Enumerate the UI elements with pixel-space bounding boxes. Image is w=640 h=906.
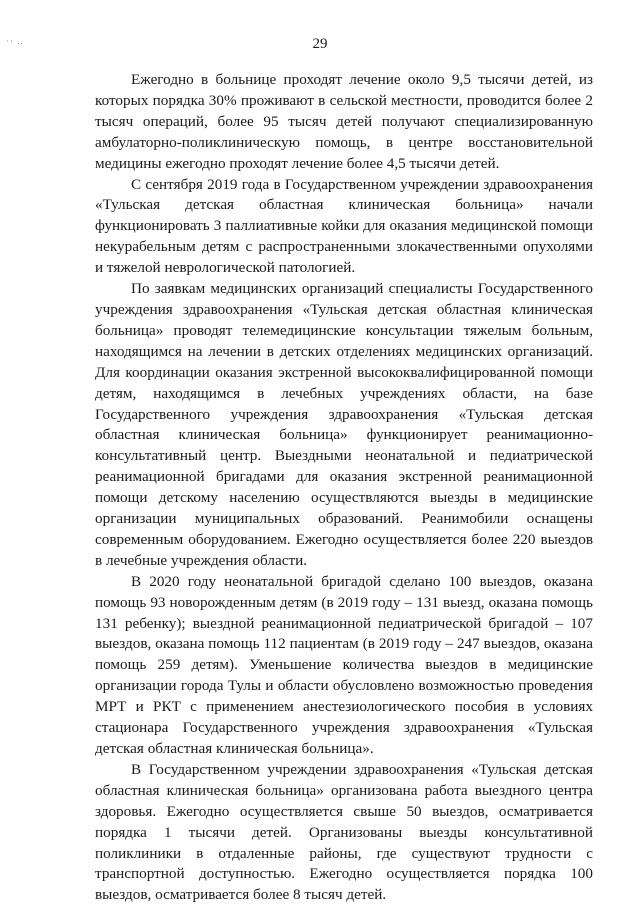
- scan-artifact: ·· ..: [6, 36, 24, 46]
- paragraph-palliative-beds: С сентября 2019 года в Государственном учреждении здравоохранения «Тульская детская областная клиническая больница» начали функционировать 3 паллиативные койки для оказания медицинской помощи некурабельным детям с распространенными злокачественными опухолями и тяжелой неврологической патологией.: [95, 175, 593, 277]
- paragraph-brigade-visits: В 2020 году неонатальной бригадой сделано 100 выездов, оказана помощь 93 новорожденным детям (в 2019 году – 131 выезд, оказана помощь 131 ребенку); выездной реанимационной педиатрической бригадой – 107 выездов, оказана помощь 112 пациентам (в 2019 году – 247 выездов, оказана помощь 259 детям). Уменьшение количества выездов в медицинские организации города Тулы и области обусловлено возможностью проведения МРТ и РКТ с применением анестезиологического пособия в условиях стационара Государственного учреждения здравоохранения «Тульская детская областная клиническая больница».: [95, 572, 593, 757]
- page-number: 29: [312, 36, 328, 52]
- document-body: [95, 70, 593, 906]
- paragraph-hospital-stats: Ежегодно в больнице проходят лечение около 9,5 тысячи детей, из которых порядка 30% проживают в сельской местности, проводится более 2 тысяч операций, более 95 тысяч детей получают специализированную амбулаторно-поликлиническую помощь, в центре восстановительной медицины ежегодно проходят лечение более 4,5 тысячи детей.: [95, 71, 593, 172]
- paragraph-telemedicine: По заявкам медицинских организаций специалисты Государственного учреждения здравоохранения «Тульская детская областная клиническая больница» проводят телемедицинские консультации тяжелым больным, находящимся на лечении в детских отделениях медицинских организаций. Для координации оказания экстренной высококвалифицированной помощи детям, находящимся в лечебных учреждениях области, на базе Государственного учреждения здравоохранения «Тульская детская областная клиническая больница» функционирует реанимационно-консультативный центр. Выездными неонатальной и педиатрической реанимационной бригадами для оказания экстренной реанимационной помощи детскому населению осуществляются выезды в медицинские организации муниципальных образований. Реанимобили оснащены современным оборудованием. Ежегодно осуществляется более 220 выездов в лечебные учреждения области.: [95, 280, 593, 569]
- paragraph-health-center: В Государственном учреждении здравоохранения «Тульская детская областная клиническая больница» организована работа выездного центра здоровья. Ежегодно осуществляется свыше 50 выездов, осматривается порядка 1 тысячи детей. Организованы выезды консультативной поликлиники в отдаленные районы, где существуют трудности с транспортной доступностью. Ежегодно осуществляется порядка 100 выездов, осматривается более 8 тысяч детей.: [95, 760, 593, 904]
